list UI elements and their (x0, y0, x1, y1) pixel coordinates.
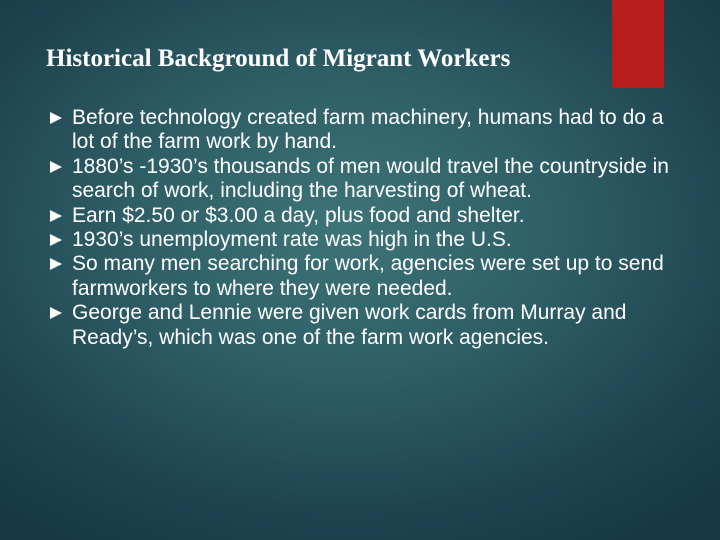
triangle-right-icon (50, 258, 62, 270)
triangle-right-icon (50, 210, 62, 222)
bullet-text: George and Lennie were given work cards from Murray and Ready’s, which was one of the farm work agencies. (72, 301, 627, 349)
bullet-text: Before technology created farm machinery, humans had to do a lot of the farm work by hand. (72, 106, 664, 154)
triangle-right-icon (50, 112, 62, 124)
bullet-item (48, 204, 688, 228)
bullet-item (48, 155, 688, 204)
bullet-text: So many men searching for work, agencies were set up to send farmworkers to where they were needed. (72, 252, 664, 300)
triangle-right-icon (50, 234, 62, 246)
triangle-right-icon (50, 161, 62, 173)
slide-title: Historical Background of Migrant Workers (46, 45, 511, 72)
bullet-item (48, 252, 688, 301)
bullet-text: Earn $2.50 or $3.00 a day, plus food and shelter. (72, 203, 525, 227)
bullet-text: 1930’s unemployment rate was high in the U.S. (72, 228, 512, 252)
bullet-text: 1880’s -1930’s thousands of men would travel the countryside in search of work, including the harvesting of wheat. (72, 154, 669, 203)
bullet-item (48, 228, 688, 252)
triangle-right-icon (50, 307, 62, 319)
bullet-item (48, 301, 688, 350)
bullet-item (48, 106, 688, 155)
bullet-list (48, 106, 688, 350)
